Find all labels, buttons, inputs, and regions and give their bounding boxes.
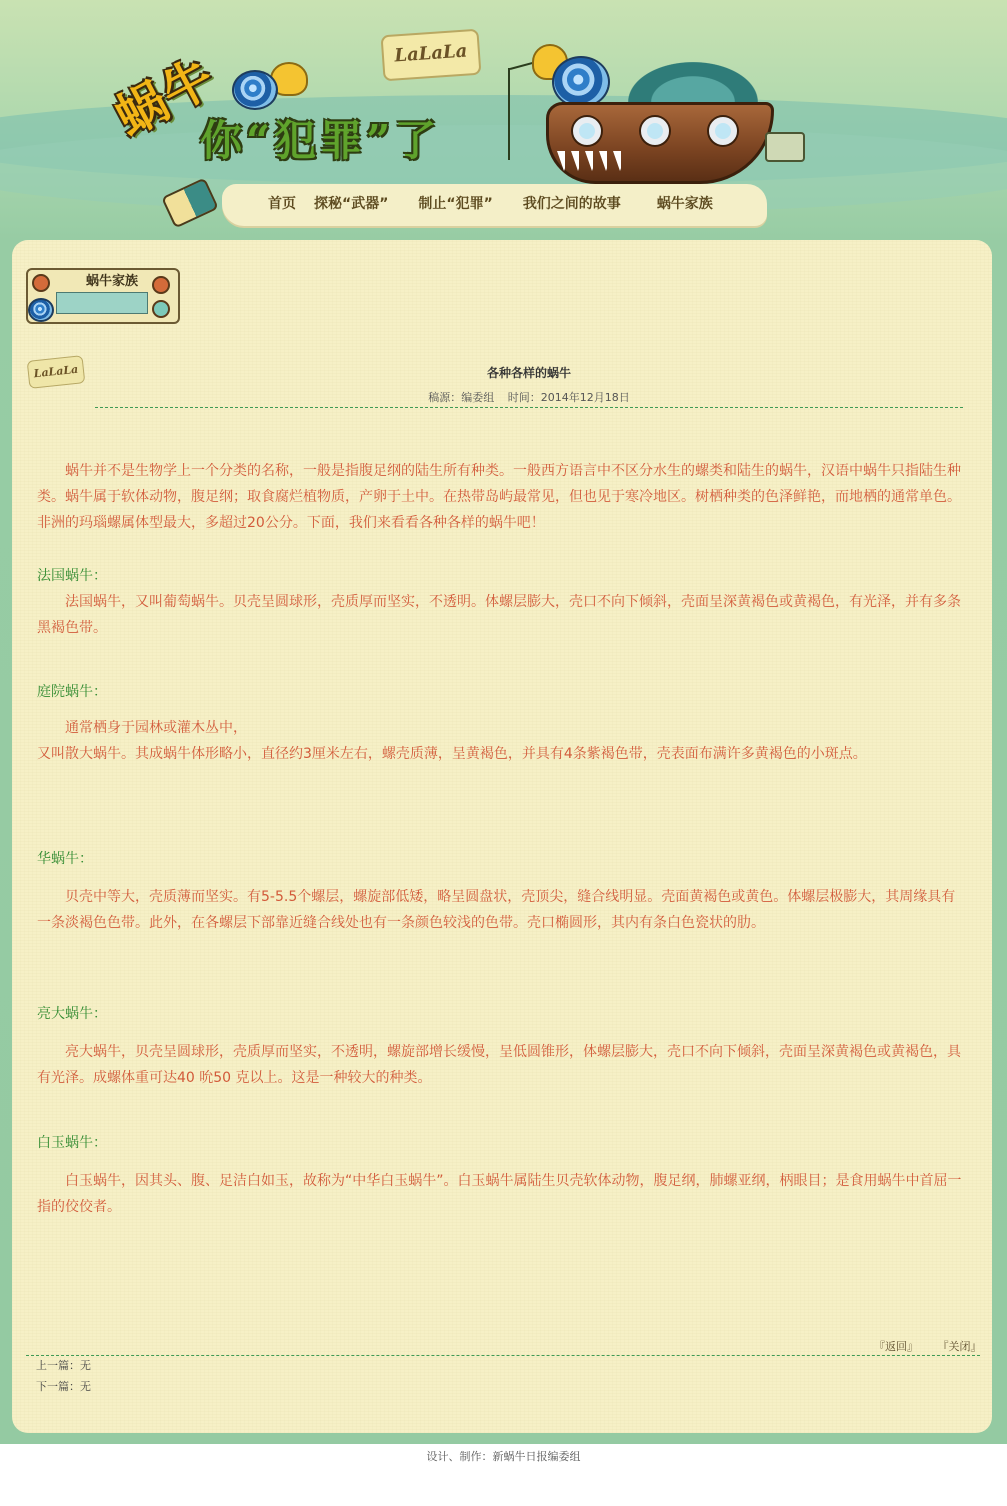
nav-item-our-story[interactable]: 我们之间的故事 xyxy=(522,196,621,212)
nav-item-weapons[interactable]: 探秘“武器” xyxy=(314,196,389,212)
section-title: 蜗牛家族 xyxy=(86,274,139,289)
lalala-logo: LaLaLa xyxy=(27,355,86,389)
article-title: 各种各样的蜗牛 xyxy=(486,366,571,380)
section-heading: 庭院蜗牛： xyxy=(37,684,107,700)
section-heading: 法国蜗牛： xyxy=(37,568,107,584)
dial-icon xyxy=(32,274,50,292)
site-title-main: 蜗牛 xyxy=(105,46,226,148)
article-actions xyxy=(874,1338,982,1354)
section-paragraph: 又叫散大蜗牛。其成蜗牛体形略小，直径约3厘米左右，螺壳质薄，呈黄褐色，并具有4条紫褐色带，壳表面布满许多黄褐色的小斑点。 xyxy=(37,746,867,762)
section-badge xyxy=(26,268,180,324)
content-panel xyxy=(12,240,992,1433)
dial-icon xyxy=(152,276,170,294)
nav-item-stop-crime[interactable]: 制止“犯罪” xyxy=(418,196,493,212)
article-intro xyxy=(37,458,967,536)
porthole-icon xyxy=(573,117,601,145)
article-meta xyxy=(95,389,963,405)
badge-stripe xyxy=(56,292,148,314)
site-footer: 设计、制作：新蜗牛日报编委组 xyxy=(426,1450,581,1463)
article-section xyxy=(37,846,967,936)
nav-item-snail-family[interactable]: 蜗牛家族 xyxy=(656,196,713,212)
back-link[interactable]: 『返回』 xyxy=(874,1340,918,1353)
close-link[interactable]: 『关闭』 xyxy=(937,1340,982,1353)
snail-shell-icon xyxy=(552,56,610,108)
porthole-icon xyxy=(641,117,669,145)
site-header xyxy=(0,0,1007,240)
intro-paragraph: 蜗牛并不是生物学上一个分类的名称，一般是指腹足纲的陆生所有种类。一般西方语言中不区分水生的螺类和陆生的蜗牛，汉语中蜗牛只指陆生种类。蜗牛属于软体动物，腹足纲；取食腐烂植物质，产卵于土中。在热带岛屿最常见，但也见于寒冷地区。树栖种类的色泽鲜艳，而地栖的通常单色。非洲的玛瑙螺属体型最大，多超过20公分。下面，我们来看看各种各样的蜗牛吧！ xyxy=(37,463,961,531)
title-divider xyxy=(95,407,963,408)
article-time: 时间：2014年12月18日 xyxy=(507,391,630,404)
section-paragraph: 白玉蜗牛，因其头、腹、足洁白如玉，故称为“中华白玉蜗牛”。白玉蜗牛属陆生贝壳软体动物，腹足纲，肺螺亚纲，柄眼目；是食用蜗牛中首屈一指的佼佼者。 xyxy=(37,1173,962,1215)
article-section xyxy=(37,1130,967,1220)
boat-illustration xyxy=(546,102,774,184)
snail-shell-icon xyxy=(28,298,54,322)
section-paragraph: 法国蜗牛，又叫葡萄蜗牛。贝壳呈圆球形，壳质厚而坚实，不透明。体螺层膨大，壳口不向下倾斜，壳面呈深黄褐色或黄褐色，有光泽，并有多条黑褐色带。 xyxy=(37,594,961,636)
site-title-rest: 你“犯罪”了 xyxy=(200,116,441,165)
article-section xyxy=(37,563,967,641)
dial-icon xyxy=(152,300,170,318)
article-section xyxy=(37,679,967,767)
fishing-rod-icon xyxy=(508,68,510,160)
section-paragraph: 贝壳中等大，壳质薄而坚实。有5-5.5个螺层，螺旋部低矮，略呈圆盘状，壳顶尖，缝合线明显。壳面黄褐色或黄色。体螺层极膨大，其周缘具有一条淡褐色色带。此外，在各螺层下部靠近缝合线处也有一条颜色较浅的色带。壳口椭圆形，其内有条白色瓷状的肋。 xyxy=(37,889,956,931)
boat-teeth-decoration xyxy=(557,151,627,171)
nav-item-home[interactable]: 首页 xyxy=(268,196,296,212)
section-paragraph: 通常栖身于园林或灌木丛中， xyxy=(65,720,247,736)
next-article[interactable]: 下一篇：无 xyxy=(36,1380,91,1393)
snail-shell-icon xyxy=(232,70,278,110)
main-nav xyxy=(268,193,713,215)
section-heading: 华蜗牛： xyxy=(37,851,93,867)
section-heading: 亮大蜗牛： xyxy=(37,1006,107,1022)
prev-article[interactable]: 上一篇：无 xyxy=(36,1359,91,1372)
porthole-icon xyxy=(709,117,737,145)
section-heading: 白玉蜗牛： xyxy=(37,1135,107,1151)
lalala-logo: LaLaLa xyxy=(381,29,482,82)
section-paragraph: 亮大蜗牛，贝壳呈圆球形，壳质厚而坚实，不透明，螺旋部增长缓慢，呈低圆锥形，体螺层膨大，壳口不向下倾斜，壳面呈深黄褐色或黄褐色，具有光泽。成螺体重可达40 吮50 克以上。这是一种较大的种类。 xyxy=(37,1044,961,1086)
footer-divider xyxy=(26,1355,980,1356)
article-source: 稿源：编委组 xyxy=(428,391,495,404)
propeller-icon xyxy=(765,132,805,162)
article-section xyxy=(37,1001,967,1091)
